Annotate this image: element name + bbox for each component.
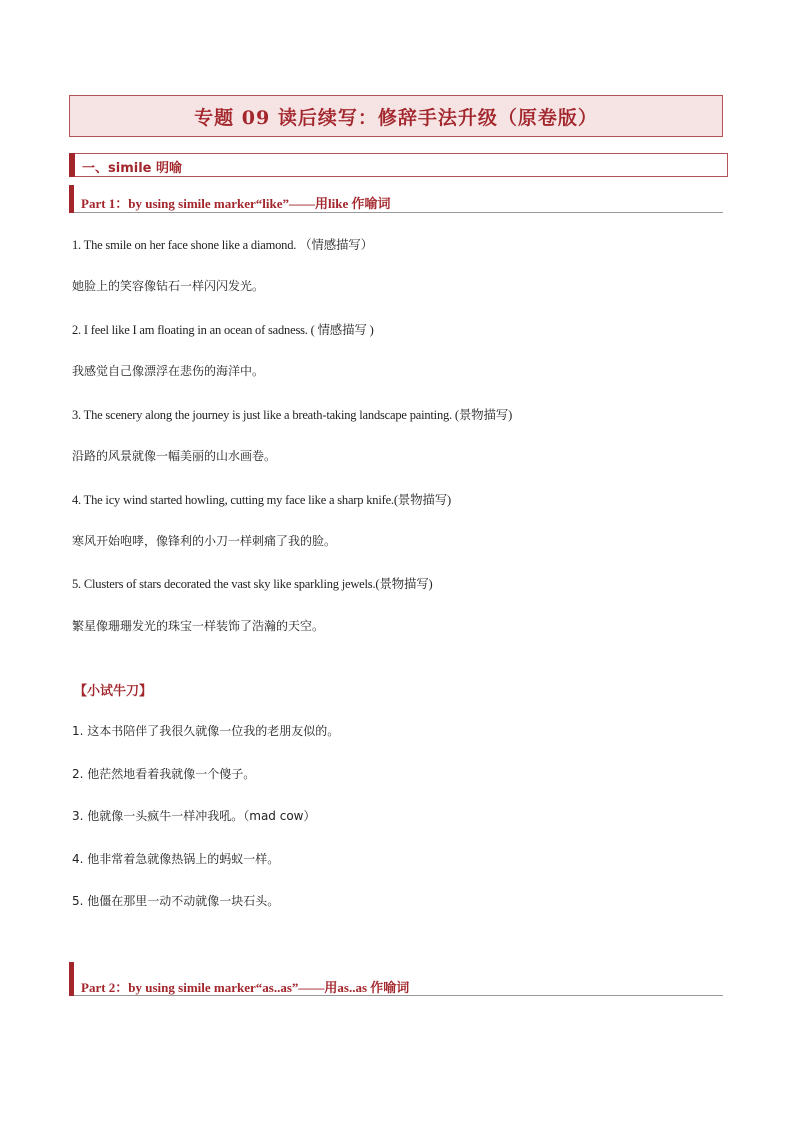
- part2-header: [69, 962, 723, 996]
- example-en-4: 4. The icy wind started howling, cutting my face like a sharp knife.(景物描写): [72, 493, 451, 507]
- page-title: 专题 09 读后续写：修辞手法升级（原卷版）: [69, 95, 723, 137]
- example-en-2: 2. I feel like I am floating in an ocean of sadness. ( 情感描写 ): [72, 323, 374, 337]
- example-zh-3: 沿路的风景就像一幅美丽的山水画卷。: [72, 449, 277, 463]
- part1-underline: [74, 212, 723, 213]
- example-zh-1: 她脸上的笑容像钻石一样闪闪发光。: [72, 279, 265, 293]
- example-en-3: 3. The scenery along the journey is just like a breath-taking landscape painting. (景物描写): [72, 408, 513, 422]
- section-label: 一、simile 明喻: [82, 161, 182, 176]
- part1-label: Part 1：by using simile marker“like”——用like 作喻词: [81, 196, 391, 211]
- part1-accent-bar: [69, 185, 74, 213]
- part2-underline: [74, 995, 723, 996]
- example-zh-2: 我感觉自己像漂浮在悲伤的海洋中。: [72, 364, 265, 378]
- practice-item-4: 4. 他非常着急就像热锅上的蚂蚁一样。: [72, 852, 280, 866]
- example-zh-5: 繁星像珊珊发光的珠宝一样装饰了浩瀚的天空。: [72, 619, 325, 633]
- practice-title: 【小试牛刀】: [74, 684, 153, 699]
- practice-item-2: 2. 他茫然地看着我就像一个傻子。: [72, 767, 256, 781]
- example-en-5: 5. Clusters of stars decorated the vast sky like sparkling jewels.(景物描写): [72, 577, 433, 591]
- part2-accent-bar: [69, 962, 74, 996]
- part1-header: [69, 185, 723, 213]
- example-en-1: 1. The smile on her face shone like a diamond. （情感描写）: [72, 238, 373, 252]
- section-header-simile: [69, 153, 728, 177]
- practice-item-3: 3. 他就像一头疯牛一样冲我吼。（mad cow）: [72, 809, 316, 823]
- part2-label: Part 2：by using simile marker“as..as”——用as..as 作喻词: [81, 980, 410, 995]
- example-zh-4: 寒风开始咆哮，像锋利的小刀一样刺痛了我的脸。: [72, 534, 337, 548]
- practice-item-1: 1. 这本书陪伴了我很久就像一位我的老朋友似的。: [72, 724, 340, 738]
- section-accent-bar: [69, 153, 75, 177]
- practice-item-5: 5. 他僵在那里一动不动就像一块石头。: [72, 894, 280, 908]
